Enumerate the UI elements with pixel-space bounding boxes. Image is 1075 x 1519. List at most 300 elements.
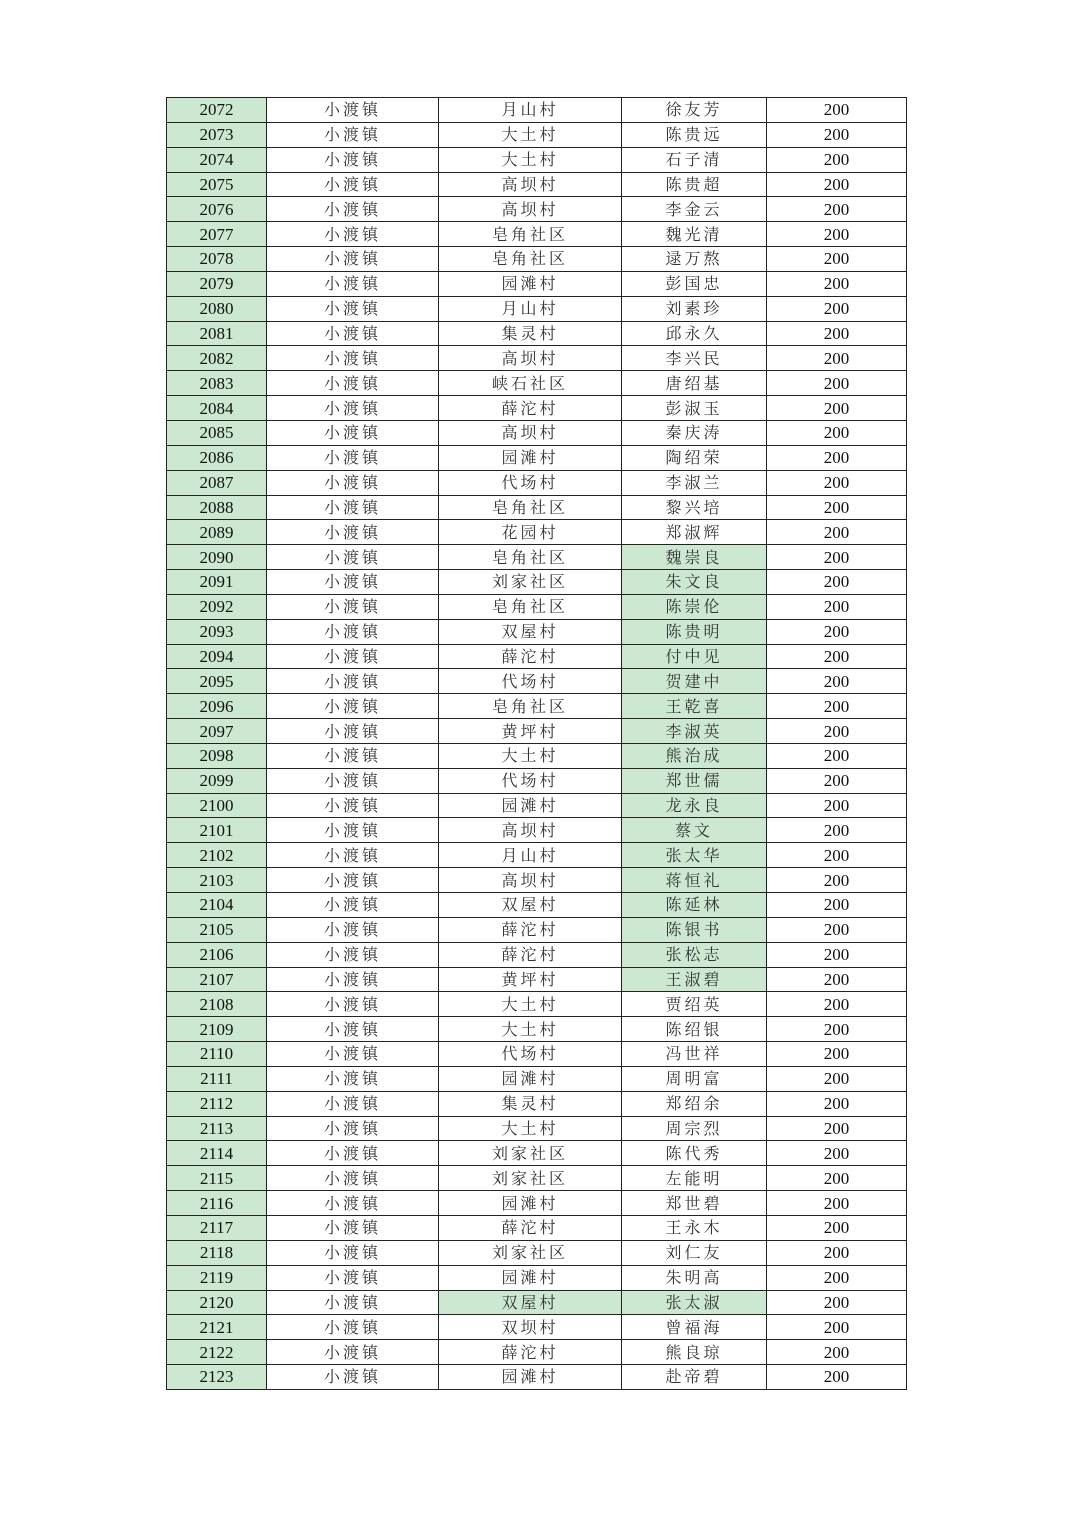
town-cell: 小渡镇 (267, 1340, 439, 1365)
name-cell: 张松志 (622, 942, 767, 967)
village-cell: 皂角社区 (439, 545, 622, 570)
table-row (167, 396, 907, 421)
village-cell: 刘家社区 (439, 570, 622, 595)
name-cell: 蒋恒礼 (622, 868, 767, 893)
village-cell: 集灵村 (439, 321, 622, 346)
row-number-cell: 2100 (167, 793, 267, 818)
row-number-cell: 2096 (167, 694, 267, 719)
village-cell: 园滩村 (439, 1191, 622, 1216)
row-number-cell: 2092 (167, 594, 267, 619)
row-number-cell: 2097 (167, 719, 267, 744)
amount-cell: 200 (767, 98, 907, 123)
village-cell: 皂角社区 (439, 694, 622, 719)
name-cell: 左能明 (622, 1166, 767, 1191)
name-cell: 赴帝碧 (622, 1365, 767, 1390)
town-cell: 小渡镇 (267, 445, 439, 470)
amount-cell: 200 (767, 470, 907, 495)
table-row (167, 271, 907, 296)
town-cell: 小渡镇 (267, 1265, 439, 1290)
amount-cell: 200 (767, 1365, 907, 1390)
town-cell: 小渡镇 (267, 98, 439, 123)
village-cell: 代场村 (439, 669, 622, 694)
amount-cell: 200 (767, 1340, 907, 1365)
village-cell: 高坝村 (439, 197, 622, 222)
table-row (167, 1191, 907, 1216)
table-row (167, 1166, 907, 1191)
table-row (167, 296, 907, 321)
table-body (167, 98, 907, 1390)
village-cell: 园滩村 (439, 1265, 622, 1290)
amount-cell: 200 (767, 768, 907, 793)
name-cell: 郑淑辉 (622, 520, 767, 545)
name-cell: 石子清 (622, 147, 767, 172)
row-number-cell: 2114 (167, 1141, 267, 1166)
name-cell: 熊治成 (622, 743, 767, 768)
town-cell: 小渡镇 (267, 843, 439, 868)
table-row (167, 1017, 907, 1042)
table-row (167, 570, 907, 595)
village-cell: 皂角社区 (439, 495, 622, 520)
name-cell: 陈延林 (622, 893, 767, 918)
table-row (167, 1091, 907, 1116)
amount-cell: 200 (767, 147, 907, 172)
row-number-cell: 2099 (167, 768, 267, 793)
village-cell: 双坝村 (439, 1315, 622, 1340)
table-row (167, 619, 907, 644)
town-cell: 小渡镇 (267, 992, 439, 1017)
village-cell: 皂角社区 (439, 247, 622, 272)
amount-cell: 200 (767, 719, 907, 744)
name-cell: 彭国忠 (622, 271, 767, 296)
row-number-cell: 2087 (167, 470, 267, 495)
village-cell: 月山村 (439, 296, 622, 321)
name-cell: 徐友芳 (622, 98, 767, 123)
amount-cell: 200 (767, 1141, 907, 1166)
name-cell: 黎兴培 (622, 495, 767, 520)
amount-cell: 200 (767, 1017, 907, 1042)
amount-cell: 200 (767, 197, 907, 222)
row-number-cell: 2113 (167, 1116, 267, 1141)
town-cell: 小渡镇 (267, 917, 439, 942)
village-cell: 大土村 (439, 743, 622, 768)
amount-cell: 200 (767, 371, 907, 396)
row-number-cell: 2095 (167, 669, 267, 694)
village-cell: 薛沱村 (439, 1340, 622, 1365)
amount-cell: 200 (767, 346, 907, 371)
name-cell: 邱永久 (622, 321, 767, 346)
table-row (167, 346, 907, 371)
row-number-cell: 2073 (167, 122, 267, 147)
town-cell: 小渡镇 (267, 396, 439, 421)
village-cell: 高坝村 (439, 172, 622, 197)
row-number-cell: 2093 (167, 619, 267, 644)
table-row (167, 520, 907, 545)
amount-cell: 200 (767, 669, 907, 694)
row-number-cell: 2075 (167, 172, 267, 197)
table-row (167, 1265, 907, 1290)
amount-cell: 200 (767, 818, 907, 843)
amount-cell: 200 (767, 942, 907, 967)
name-cell: 周明富 (622, 1066, 767, 1091)
amount-cell: 200 (767, 445, 907, 470)
village-cell: 园滩村 (439, 1365, 622, 1390)
name-cell: 李金云 (622, 197, 767, 222)
table-row (167, 1290, 907, 1315)
name-cell: 张太淑 (622, 1290, 767, 1315)
amount-cell: 200 (767, 420, 907, 445)
name-cell: 张太华 (622, 843, 767, 868)
table-row (167, 1215, 907, 1240)
amount-cell: 200 (767, 296, 907, 321)
village-cell: 薛沱村 (439, 644, 622, 669)
town-cell: 小渡镇 (267, 1215, 439, 1240)
name-cell: 贺建中 (622, 669, 767, 694)
table-row (167, 669, 907, 694)
amount-cell: 200 (767, 321, 907, 346)
table-row (167, 1240, 907, 1265)
town-cell: 小渡镇 (267, 570, 439, 595)
row-number-cell: 2083 (167, 371, 267, 396)
row-number-cell: 2074 (167, 147, 267, 172)
town-cell: 小渡镇 (267, 719, 439, 744)
amount-cell: 200 (767, 1066, 907, 1091)
name-cell: 陈贵远 (622, 122, 767, 147)
table-row (167, 743, 907, 768)
town-cell: 小渡镇 (267, 1141, 439, 1166)
name-cell: 蔡文 (622, 818, 767, 843)
village-cell: 薛沱村 (439, 396, 622, 421)
amount-cell: 200 (767, 1215, 907, 1240)
amount-cell: 200 (767, 1240, 907, 1265)
row-number-cell: 2078 (167, 247, 267, 272)
amount-cell: 200 (767, 1116, 907, 1141)
name-cell: 魏崇良 (622, 545, 767, 570)
village-cell: 刘家社区 (439, 1240, 622, 1265)
row-number-cell: 2104 (167, 893, 267, 918)
village-cell: 高坝村 (439, 868, 622, 893)
village-cell: 代场村 (439, 470, 622, 495)
name-cell: 周宗烈 (622, 1116, 767, 1141)
town-cell: 小渡镇 (267, 321, 439, 346)
amount-cell: 200 (767, 992, 907, 1017)
row-number-cell: 2120 (167, 1290, 267, 1315)
name-cell: 陈崇伦 (622, 594, 767, 619)
table-row (167, 843, 907, 868)
name-cell: 王淑碧 (622, 967, 767, 992)
name-cell: 刘仁友 (622, 1240, 767, 1265)
row-number-cell: 2122 (167, 1340, 267, 1365)
row-number-cell: 2091 (167, 570, 267, 595)
subsidy-table (166, 97, 907, 1390)
table-row (167, 1315, 907, 1340)
table-row (167, 1340, 907, 1365)
town-cell: 小渡镇 (267, 1066, 439, 1091)
village-cell: 高坝村 (439, 818, 622, 843)
row-number-cell: 2110 (167, 1042, 267, 1067)
row-number-cell: 2076 (167, 197, 267, 222)
name-cell: 郑绍余 (622, 1091, 767, 1116)
town-cell: 小渡镇 (267, 296, 439, 321)
village-cell: 大土村 (439, 992, 622, 1017)
town-cell: 小渡镇 (267, 893, 439, 918)
amount-cell: 200 (767, 1191, 907, 1216)
amount-cell: 200 (767, 172, 907, 197)
town-cell: 小渡镇 (267, 1315, 439, 1340)
amount-cell: 200 (767, 694, 907, 719)
amount-cell: 200 (767, 1265, 907, 1290)
name-cell: 李淑英 (622, 719, 767, 744)
table-row (167, 992, 907, 1017)
table-row (167, 222, 907, 247)
table-row (167, 98, 907, 123)
town-cell: 小渡镇 (267, 594, 439, 619)
name-cell: 逯万熬 (622, 247, 767, 272)
row-number-cell: 2084 (167, 396, 267, 421)
amount-cell: 200 (767, 594, 907, 619)
village-cell: 园滩村 (439, 445, 622, 470)
town-cell: 小渡镇 (267, 1191, 439, 1216)
row-number-cell: 2119 (167, 1265, 267, 1290)
table-row (167, 371, 907, 396)
town-cell: 小渡镇 (267, 868, 439, 893)
village-cell: 代场村 (439, 1042, 622, 1067)
village-cell: 大土村 (439, 147, 622, 172)
town-cell: 小渡镇 (267, 1365, 439, 1390)
table-row (167, 1141, 907, 1166)
town-cell: 小渡镇 (267, 172, 439, 197)
name-cell: 李淑兰 (622, 470, 767, 495)
name-cell: 冯世祥 (622, 1042, 767, 1067)
amount-cell: 200 (767, 495, 907, 520)
row-number-cell: 2072 (167, 98, 267, 123)
village-cell: 双屋村 (439, 893, 622, 918)
village-cell: 刘家社区 (439, 1166, 622, 1191)
table-row (167, 495, 907, 520)
amount-cell: 200 (767, 1315, 907, 1340)
table-row (167, 719, 907, 744)
row-number-cell: 2109 (167, 1017, 267, 1042)
row-number-cell: 2086 (167, 445, 267, 470)
amount-cell: 200 (767, 917, 907, 942)
table-row (167, 147, 907, 172)
row-number-cell: 2098 (167, 743, 267, 768)
amount-cell: 200 (767, 247, 907, 272)
row-number-cell: 2118 (167, 1240, 267, 1265)
name-cell: 曾福海 (622, 1315, 767, 1340)
town-cell: 小渡镇 (267, 669, 439, 694)
town-cell: 小渡镇 (267, 147, 439, 172)
row-number-cell: 2111 (167, 1066, 267, 1091)
town-cell: 小渡镇 (267, 1042, 439, 1067)
town-cell: 小渡镇 (267, 1091, 439, 1116)
amount-cell: 200 (767, 222, 907, 247)
row-number-cell: 2112 (167, 1091, 267, 1116)
village-cell: 薛沱村 (439, 917, 622, 942)
row-number-cell: 2085 (167, 420, 267, 445)
row-number-cell: 2117 (167, 1215, 267, 1240)
town-cell: 小渡镇 (267, 470, 439, 495)
village-cell: 月山村 (439, 98, 622, 123)
name-cell: 魏光清 (622, 222, 767, 247)
village-cell: 双屋村 (439, 619, 622, 644)
name-cell: 郑世碧 (622, 1191, 767, 1216)
name-cell: 刘素珍 (622, 296, 767, 321)
table-row (167, 321, 907, 346)
table-row (167, 1116, 907, 1141)
table-row (167, 1066, 907, 1091)
town-cell: 小渡镇 (267, 644, 439, 669)
amount-cell: 200 (767, 122, 907, 147)
name-cell: 陶绍荣 (622, 445, 767, 470)
amount-cell: 200 (767, 1091, 907, 1116)
table-row (167, 694, 907, 719)
town-cell: 小渡镇 (267, 793, 439, 818)
village-cell: 黄坪村 (439, 719, 622, 744)
name-cell: 熊良琼 (622, 1340, 767, 1365)
name-cell: 陈银书 (622, 917, 767, 942)
town-cell: 小渡镇 (267, 1290, 439, 1315)
row-number-cell: 2077 (167, 222, 267, 247)
village-cell: 月山村 (439, 843, 622, 868)
village-cell: 峡石社区 (439, 371, 622, 396)
town-cell: 小渡镇 (267, 768, 439, 793)
name-cell: 王永木 (622, 1215, 767, 1240)
row-number-cell: 2106 (167, 942, 267, 967)
town-cell: 小渡镇 (267, 967, 439, 992)
amount-cell: 200 (767, 893, 907, 918)
name-cell: 王乾喜 (622, 694, 767, 719)
table-row (167, 1042, 907, 1067)
table-row (167, 594, 907, 619)
amount-cell: 200 (767, 843, 907, 868)
row-number-cell: 2105 (167, 917, 267, 942)
name-cell: 陈贵明 (622, 619, 767, 644)
row-number-cell: 2088 (167, 495, 267, 520)
village-cell: 皂角社区 (439, 222, 622, 247)
table-row (167, 445, 907, 470)
village-cell: 园滩村 (439, 271, 622, 296)
town-cell: 小渡镇 (267, 1017, 439, 1042)
name-cell: 贾绍英 (622, 992, 767, 1017)
table-row (167, 893, 907, 918)
row-number-cell: 2079 (167, 271, 267, 296)
table-row (167, 868, 907, 893)
amount-cell: 200 (767, 545, 907, 570)
amount-cell: 200 (767, 1166, 907, 1191)
amount-cell: 200 (767, 743, 907, 768)
village-cell: 双屋村 (439, 1290, 622, 1315)
row-number-cell: 2080 (167, 296, 267, 321)
town-cell: 小渡镇 (267, 1166, 439, 1191)
village-cell: 黄坪村 (439, 967, 622, 992)
row-number-cell: 2082 (167, 346, 267, 371)
row-number-cell: 2089 (167, 520, 267, 545)
table-row (167, 1365, 907, 1390)
village-cell: 大土村 (439, 1017, 622, 1042)
village-cell: 薛沱村 (439, 942, 622, 967)
town-cell: 小渡镇 (267, 1240, 439, 1265)
village-cell: 高坝村 (439, 346, 622, 371)
town-cell: 小渡镇 (267, 495, 439, 520)
name-cell: 郑世儒 (622, 768, 767, 793)
amount-cell: 200 (767, 271, 907, 296)
amount-cell: 200 (767, 1290, 907, 1315)
table-row (167, 644, 907, 669)
town-cell: 小渡镇 (267, 371, 439, 396)
town-cell: 小渡镇 (267, 420, 439, 445)
row-number-cell: 2121 (167, 1315, 267, 1340)
amount-cell: 200 (767, 1042, 907, 1067)
row-number-cell: 2102 (167, 843, 267, 868)
town-cell: 小渡镇 (267, 619, 439, 644)
name-cell: 朱文良 (622, 570, 767, 595)
row-number-cell: 2101 (167, 818, 267, 843)
row-number-cell: 2108 (167, 992, 267, 1017)
table-row (167, 197, 907, 222)
name-cell: 秦庆涛 (622, 420, 767, 445)
name-cell: 唐绍基 (622, 371, 767, 396)
row-number-cell: 2115 (167, 1166, 267, 1191)
village-cell: 园滩村 (439, 793, 622, 818)
town-cell: 小渡镇 (267, 122, 439, 147)
amount-cell: 200 (767, 570, 907, 595)
row-number-cell: 2116 (167, 1191, 267, 1216)
amount-cell: 200 (767, 967, 907, 992)
town-cell: 小渡镇 (267, 694, 439, 719)
row-number-cell: 2081 (167, 321, 267, 346)
row-number-cell: 2107 (167, 967, 267, 992)
amount-cell: 200 (767, 520, 907, 545)
name-cell: 陈贵超 (622, 172, 767, 197)
town-cell: 小渡镇 (267, 942, 439, 967)
town-cell: 小渡镇 (267, 271, 439, 296)
amount-cell: 200 (767, 619, 907, 644)
village-cell: 大土村 (439, 1116, 622, 1141)
table-row (167, 122, 907, 147)
table-row (167, 545, 907, 570)
row-number-cell: 2123 (167, 1365, 267, 1390)
town-cell: 小渡镇 (267, 346, 439, 371)
name-cell: 陈绍银 (622, 1017, 767, 1042)
town-cell: 小渡镇 (267, 197, 439, 222)
town-cell: 小渡镇 (267, 1116, 439, 1141)
town-cell: 小渡镇 (267, 743, 439, 768)
village-cell: 薛沱村 (439, 1215, 622, 1240)
amount-cell: 200 (767, 868, 907, 893)
name-cell: 朱明高 (622, 1265, 767, 1290)
amount-cell: 200 (767, 644, 907, 669)
village-cell: 集灵村 (439, 1091, 622, 1116)
table-row (167, 420, 907, 445)
village-cell: 园滩村 (439, 1066, 622, 1091)
town-cell: 小渡镇 (267, 545, 439, 570)
table-row (167, 818, 907, 843)
village-cell: 大土村 (439, 122, 622, 147)
table-row (167, 917, 907, 942)
town-cell: 小渡镇 (267, 247, 439, 272)
village-cell: 高坝村 (439, 420, 622, 445)
table-row (167, 967, 907, 992)
table-row (167, 247, 907, 272)
village-cell: 皂角社区 (439, 594, 622, 619)
village-cell: 花园村 (439, 520, 622, 545)
row-number-cell: 2094 (167, 644, 267, 669)
table-row (167, 470, 907, 495)
row-number-cell: 2090 (167, 545, 267, 570)
amount-cell: 200 (767, 793, 907, 818)
village-cell: 刘家社区 (439, 1141, 622, 1166)
name-cell: 付中见 (622, 644, 767, 669)
